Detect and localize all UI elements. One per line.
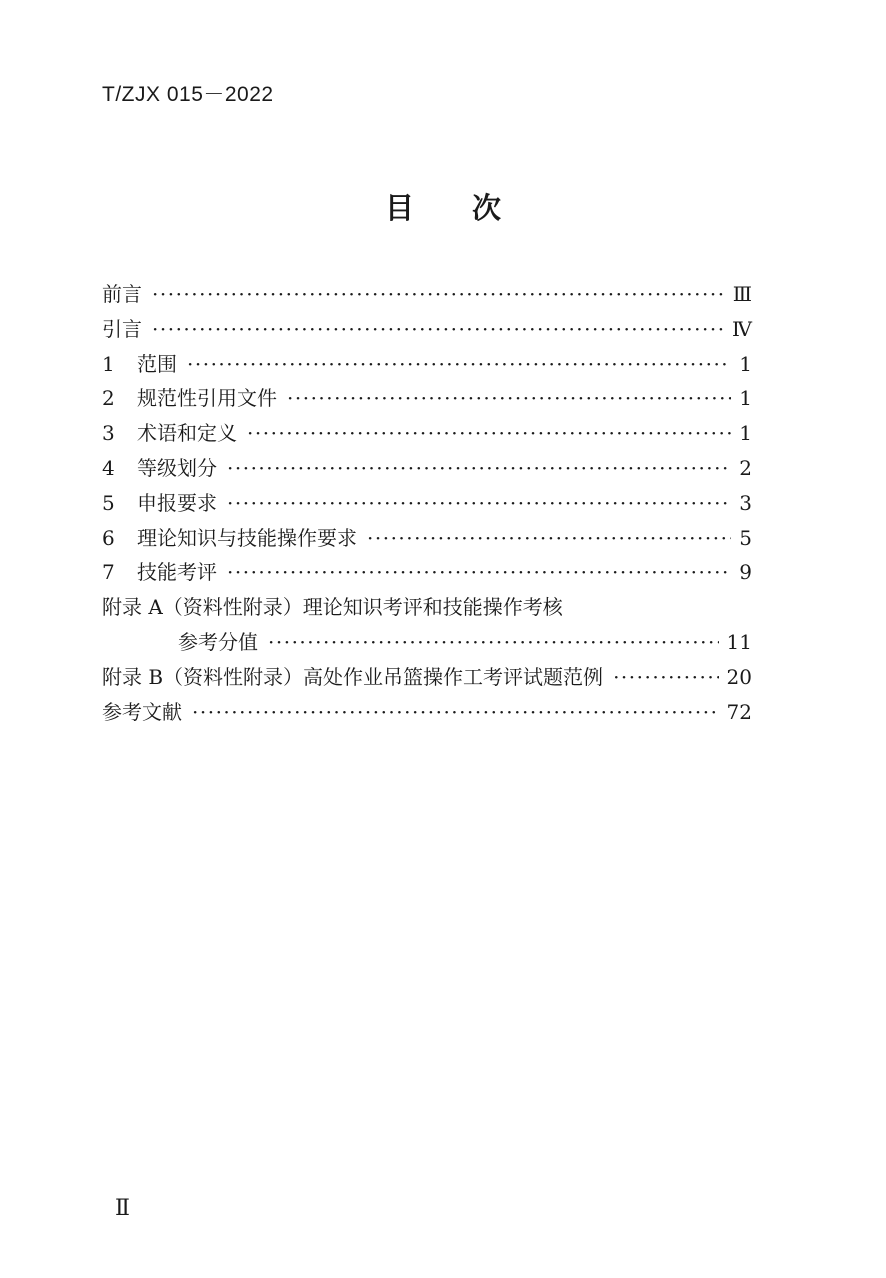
dot-leader <box>192 695 719 730</box>
toc-entry-appendix-a[interactable] <box>102 590 752 625</box>
table-of-contents <box>102 277 752 729</box>
toc-entry-terms[interactable] <box>102 416 752 451</box>
toc-entry-grading[interactable] <box>102 451 752 486</box>
toc-entry-label: 理论知识与技能操作要求 <box>137 525 357 550</box>
toc-entry-label: 规范性引用文件 <box>137 386 277 411</box>
dot-leader <box>268 625 719 660</box>
toc-entry-skill-assessment[interactable] <box>102 555 752 590</box>
toc-entry-page: 5 <box>739 525 752 550</box>
dot-leader <box>227 486 731 521</box>
page-number: Ⅱ <box>115 1196 130 1221</box>
page-title <box>0 186 886 227</box>
dot-leader <box>287 381 731 416</box>
toc-entry-page: Ⅲ <box>732 282 752 306</box>
toc-entry-number: 6 <box>102 525 115 550</box>
dot-leader <box>613 660 718 695</box>
toc-entry-number: 5 <box>102 490 115 515</box>
toc-entry-page: 11 <box>726 629 752 654</box>
toc-entry-foreword[interactable] <box>102 277 752 312</box>
toc-entry-normative-references[interactable] <box>102 381 752 416</box>
toc-entry-number: 2 <box>102 386 115 411</box>
toc-entry-label: 附录 B（资料性附录）高处作业吊篮操作工考评试题范例 <box>102 664 604 689</box>
toc-entry-introduction[interactable] <box>102 312 752 347</box>
toc-entry-page: 1 <box>739 421 752 446</box>
toc-entry-number: 1 <box>102 351 115 376</box>
toc-entry-label: 术语和定义 <box>137 421 237 446</box>
toc-entry-page: 3 <box>739 490 752 515</box>
toc-entry-page: 1 <box>739 386 752 411</box>
document-code: T/ZJX 015－2022 <box>102 83 274 106</box>
toc-entry-label: 参考文献 <box>102 699 182 724</box>
toc-entry-label: 引言 <box>102 316 142 341</box>
toc-entry-appendix-a-continued[interactable] <box>102 625 752 660</box>
dot-leader <box>367 521 731 556</box>
toc-entry-page: 72 <box>726 699 752 724</box>
toc-entry-appendix-b[interactable] <box>102 660 752 695</box>
title-char-1: 目 <box>384 191 414 225</box>
dot-leader <box>227 451 731 486</box>
dot-leader <box>152 277 725 312</box>
toc-entry-page: 2 <box>739 455 752 480</box>
toc-entry-knowledge-skills[interactable] <box>102 521 752 556</box>
toc-entry-label: 前言 <box>102 282 142 306</box>
toc-entry-number: 7 <box>102 560 115 585</box>
toc-entry-label: 参考分值 <box>178 629 258 654</box>
toc-entry-references[interactable] <box>102 695 752 730</box>
toc-entry-number: 4 <box>102 455 115 480</box>
dot-leader <box>152 312 724 347</box>
title-char-2: 次 <box>472 191 502 225</box>
toc-entry-application[interactable] <box>102 486 752 521</box>
toc-entry-label: 等级划分 <box>137 455 217 480</box>
toc-entry-label: 范围 <box>137 351 177 376</box>
dot-leader <box>227 555 731 590</box>
toc-entry-page: 1 <box>739 351 752 376</box>
toc-entry-label: 附录 A（资料性附录）理论知识考评和技能操作考核 <box>102 595 563 620</box>
toc-entry-page: 9 <box>739 560 752 585</box>
toc-entry-label: 申报要求 <box>137 490 217 515</box>
dot-leader <box>247 416 731 451</box>
toc-entry-scope[interactable] <box>102 347 752 382</box>
dot-leader <box>187 347 731 382</box>
toc-entry-page: Ⅳ <box>732 316 752 341</box>
toc-entry-page: 20 <box>726 664 752 689</box>
toc-entry-number: 3 <box>102 421 115 446</box>
toc-entry-label: 技能考评 <box>137 560 217 585</box>
